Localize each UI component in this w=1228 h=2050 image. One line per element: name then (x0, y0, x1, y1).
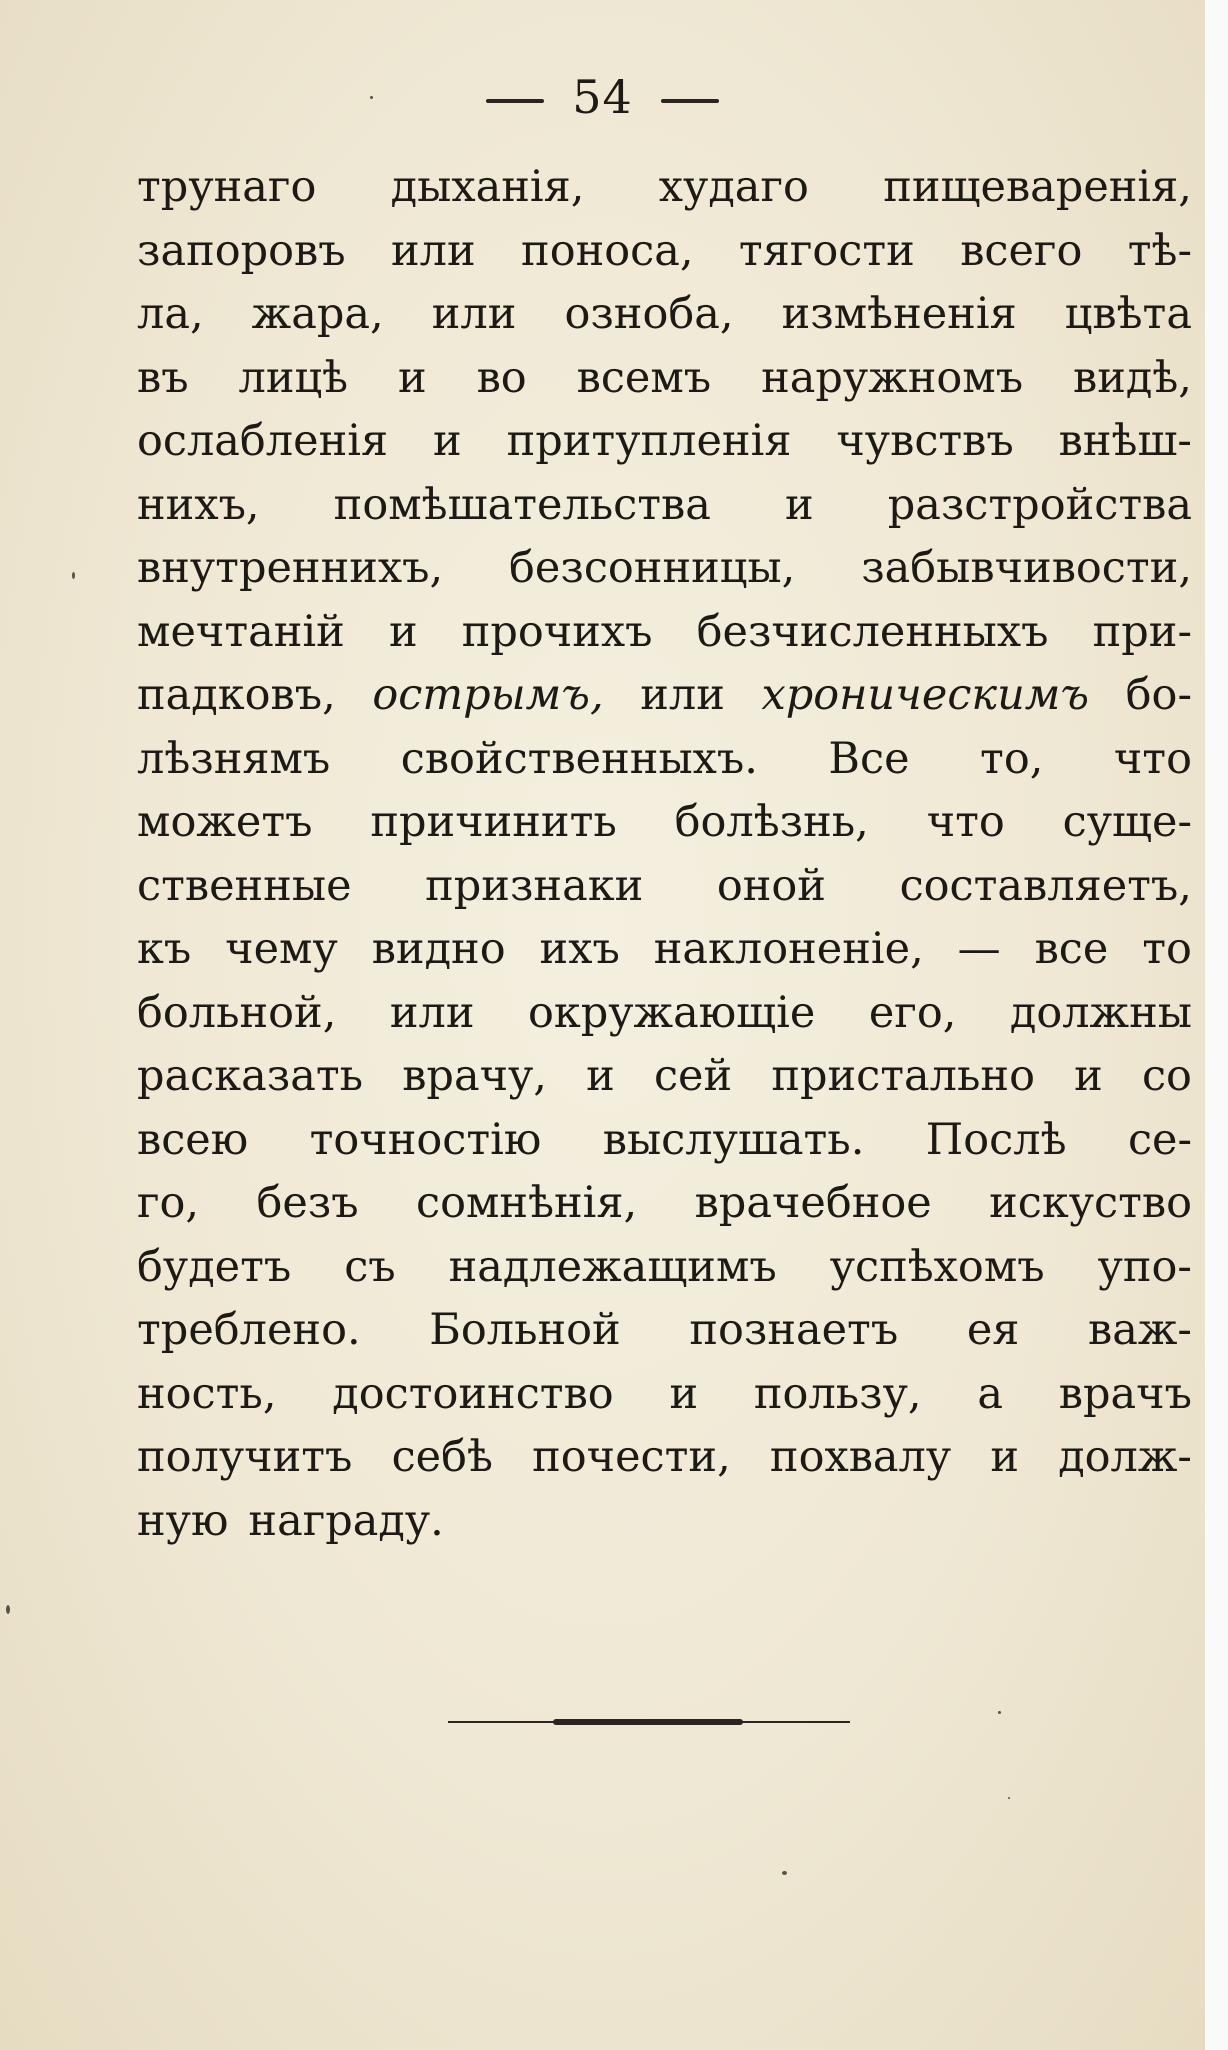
word: должны (1009, 987, 1192, 1038)
word: познаетъ (689, 1305, 899, 1355)
word: тѣ- (1127, 225, 1192, 276)
text-line (137, 220, 1192, 284)
scan-margin (1205, 0, 1228, 2050)
word: оной (716, 860, 826, 911)
word: пристально (771, 1051, 1035, 1101)
word: прочихъ (461, 606, 653, 657)
word: всемъ (576, 352, 712, 403)
word: дыханія, (390, 162, 585, 212)
text-line (137, 918, 1192, 982)
word: почести, (532, 1432, 731, 1482)
word: и (1074, 1051, 1103, 1101)
word: всею (137, 1114, 249, 1165)
paper-speck (72, 572, 75, 579)
word: и (433, 416, 462, 466)
word: что (1113, 733, 1192, 784)
word: безсонницы, (509, 543, 796, 593)
text-line (137, 1172, 1192, 1236)
word: врачу, (402, 1051, 547, 1101)
word: будетъ (137, 1241, 292, 1292)
word: наклоненіе, (653, 924, 924, 974)
word: трунаго (137, 162, 317, 212)
text-line (137, 156, 1192, 220)
word: го, (137, 1178, 200, 1228)
word: со (1141, 1051, 1192, 1101)
word: или (389, 987, 475, 1038)
word: запоровъ (137, 225, 346, 276)
word: забывчивости, (861, 543, 1192, 593)
word: нихъ, (137, 479, 260, 530)
word: всего (960, 225, 1083, 276)
word: и (388, 606, 418, 657)
word: безъ (256, 1178, 359, 1228)
word: — (957, 924, 1001, 974)
word: ла, (137, 289, 204, 339)
word: притупленія (506, 416, 792, 466)
word: видѣ, (1073, 352, 1192, 403)
word: Все (828, 733, 910, 784)
text-line (137, 791, 1192, 855)
word: получитъ (137, 1432, 353, 1482)
paper-speck (1008, 1797, 1010, 1799)
word: больной, (137, 987, 337, 1038)
word: разстройства (887, 479, 1192, 530)
word: видно (371, 924, 506, 974)
word: себѣ (391, 1432, 493, 1482)
text-line (137, 1109, 1192, 1173)
word: и (397, 352, 427, 403)
word: лѣзнямъ (137, 733, 331, 784)
word: жара, (251, 289, 384, 339)
word: и (586, 1051, 615, 1101)
word: расказать (137, 1051, 364, 1101)
word: причинить (370, 797, 617, 847)
word: и (990, 1432, 1020, 1482)
word: чувствъ (836, 416, 1014, 466)
text-line (137, 1236, 1192, 1300)
word: точностію (309, 1114, 542, 1165)
word: его, (868, 987, 957, 1038)
text-line (137, 474, 1192, 538)
word: окружающіе (527, 987, 816, 1038)
word: Послѣ (925, 1114, 1067, 1165)
word: сей (653, 1051, 733, 1101)
word: ственные (137, 860, 352, 911)
word: пользу, (753, 1368, 922, 1419)
word: ность, (137, 1368, 277, 1419)
word: острымъ, (372, 670, 604, 720)
word: выслушать. (602, 1114, 865, 1165)
left-dash (486, 99, 544, 103)
word: достоинство (332, 1368, 614, 1419)
word: что (926, 797, 1005, 847)
text-line (137, 410, 1192, 474)
word: во (476, 352, 527, 403)
text-line (137, 728, 1192, 792)
right-dash (661, 99, 719, 103)
word: все (1034, 924, 1109, 974)
word: врачебное (694, 1178, 932, 1228)
word: внутреннихъ, (137, 543, 444, 593)
word: се- (1127, 1114, 1192, 1165)
word: долж- (1058, 1432, 1192, 1482)
page-header (0, 62, 1205, 132)
end-ornament-rule (448, 1719, 850, 1725)
text-line (137, 1045, 1192, 1109)
word: тягости (738, 225, 915, 276)
word: пищеваренія, (883, 162, 1192, 212)
word: то, (980, 733, 1044, 784)
word: къ (137, 924, 192, 974)
word: съ (344, 1241, 396, 1292)
text-line (137, 283, 1192, 347)
word: худаго (658, 162, 809, 212)
word: искуство (989, 1178, 1192, 1228)
word: внѣш- (1058, 416, 1192, 466)
body-text (137, 156, 1192, 1553)
text-line (137, 347, 1192, 411)
word: свойственныхъ. (400, 733, 758, 784)
text-line (137, 1490, 1192, 1554)
word: или (431, 289, 517, 339)
word: важ- (1088, 1305, 1192, 1355)
word: надлежащимъ (448, 1241, 777, 1292)
word: составляетъ, (899, 860, 1192, 911)
text-line (137, 601, 1192, 665)
word: суще- (1062, 797, 1192, 847)
word: упо- (1097, 1241, 1192, 1292)
word: врачъ (1058, 1368, 1192, 1419)
word: или (640, 670, 725, 720)
word: поноса, (521, 225, 694, 276)
word: треблено. (137, 1305, 361, 1355)
word: ную (137, 1495, 229, 1546)
paper-speck (782, 1871, 787, 1875)
word: озноба, (564, 289, 734, 339)
word: можетъ (137, 797, 313, 847)
word: или (391, 225, 476, 276)
word: а (977, 1368, 1003, 1419)
text-line (137, 1426, 1192, 1490)
word: награду. (248, 1495, 444, 1546)
word: ихъ (539, 924, 620, 974)
word: Больной (429, 1305, 621, 1355)
text-line (137, 855, 1192, 919)
word: успѣхомъ (829, 1241, 1045, 1292)
word: то (1142, 924, 1192, 974)
text-line (137, 1299, 1192, 1363)
word: ослабленія (137, 416, 389, 466)
text-line (137, 537, 1192, 601)
word: при- (1092, 606, 1192, 657)
word: падковъ, (137, 670, 336, 720)
word: сомнѣнія, (416, 1178, 638, 1228)
word: похвалу (769, 1432, 952, 1482)
text-line (137, 982, 1192, 1046)
word: болѣзнь, (674, 797, 869, 847)
word: безчисленныхъ (696, 606, 1049, 657)
word: бо- (1125, 670, 1192, 720)
page-number: 54 (572, 70, 633, 124)
word: признаки (425, 860, 644, 911)
rule-thick-center (553, 1719, 743, 1725)
word: цвѣта (1064, 289, 1192, 339)
text-line (137, 1363, 1192, 1427)
word: наружномъ (761, 352, 1024, 403)
word: помѣшательства (333, 479, 711, 530)
word: и (784, 479, 814, 530)
word: лицѣ (238, 352, 349, 403)
paper-speck (998, 1711, 1001, 1714)
word: измѣненія (781, 289, 1017, 339)
text-line (137, 664, 1192, 728)
word: и (669, 1368, 699, 1419)
word: хроническимъ (761, 670, 1090, 720)
word: въ (137, 352, 189, 403)
word: ея (966, 1305, 1020, 1355)
word: мечтаній (137, 606, 345, 657)
paper-speck (370, 96, 373, 99)
word: чему (225, 924, 338, 974)
paper-speck (6, 1605, 10, 1614)
